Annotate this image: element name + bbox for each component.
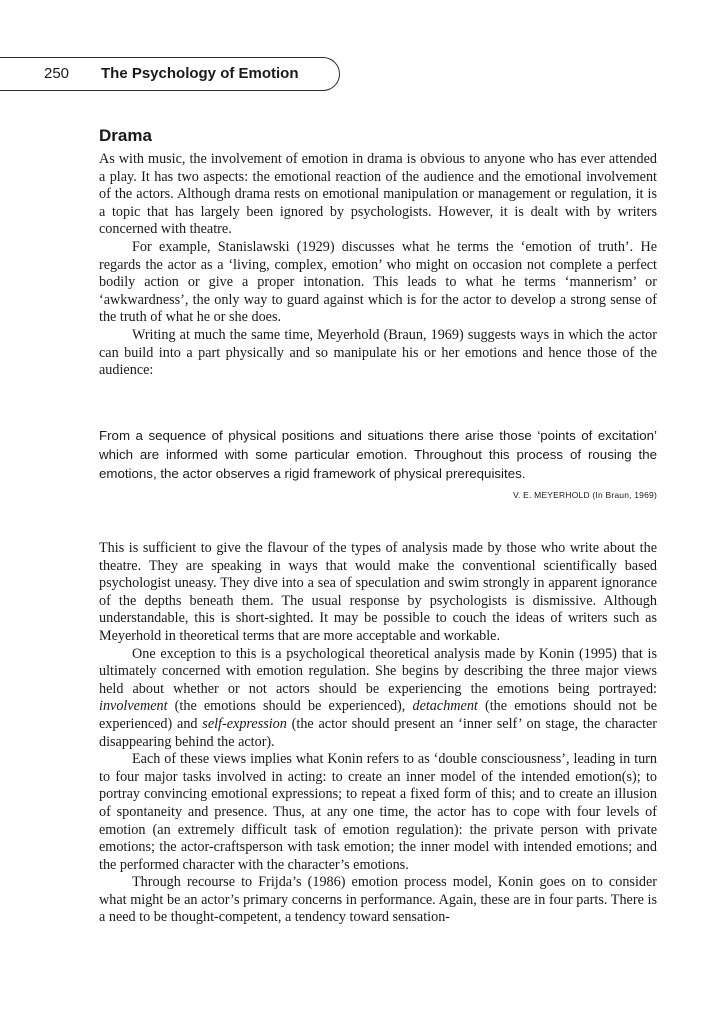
paragraph: Through recourse to Frijda’s (1986) emotion process model, Konin goes on to consider what might be an actor’s primary concerns in performance. Again, these are in four parts. There is a need to be thought-competent, a tendency toward sensation-: [99, 874, 657, 926]
italic-term: involvement: [99, 698, 168, 715]
running-title: The Psychology of Emotion: [101, 65, 299, 82]
paragraph-fragment: (the emotions should not be experienced) and: [99, 698, 657, 732]
block-quote: [99, 426, 657, 483]
body-text-before-quote: [99, 151, 657, 380]
paragraph: This is sufficient to give the flavour of the types of analysis made by those who write about the theatre. They are speaking in ways that would make the conventional scientifically based psychologist uneasy. They dive into a sea of speculation and swim strongly in apparent ignorance of the depths beneath them. The usual response by psychologists is dismissive. Although understandable, this is short-sighted. It may be possible to couch the ideas of writers such as Meyerhold in theoretical terms that are more acceptable and workable.: [99, 540, 657, 644]
italic-term: detachment: [412, 698, 478, 715]
block-quote-text: From a sequence of physical positions and situations there arise those ‘points of excitation’ which are informed with some particular emotion. Throughout this process of rousing the emotions, the actor observes a rigid framework of physical prerequisites.: [99, 428, 657, 481]
paragraph: Each of these views implies what Konin refers to as ‘double consciousness’, leading in turn to four major tasks involved in acting: to create an inner model of the intended emotion(s); to portray convincing emotional expressions; to repeat a fixed form of this; and to create an illusion of spontaneity and presence. Thus, at any one time, the actor has to cope with four levels of emotion (an extremely difficult task of emotion regulation): the private person with private emotions; the actor-craftsperson with task emotion; the inner model with intended emotions; and the performed character with the character’s emotions.: [99, 751, 657, 873]
section-heading: Drama: [99, 126, 152, 145]
paragraph: As with music, the involvement of emotion in drama is obvious to anyone who has ever attended a play. It has two aspects: the emotional reaction of the audience and the emotional involvement of the actors. Although drama rests on emotional manipulation or management or regulation, it is a topic that has largely been ignored by psychologists. However, it is dealt with by writers concerned with theatre.: [99, 151, 657, 238]
paragraph-fragment: (the actor should present an ‘inner self’ on stage, the character disappearing behind the actor).: [99, 715, 657, 750]
quote-attribution: V. E. MEYERHOLD (In Braun, 1969): [512, 490, 657, 500]
italic-term: self-expression: [202, 715, 287, 732]
paragraph-fragment: One exception to this is a psychological theoretical analysis made by Konin (1995) that is ultimately concerned with emotion regulation. She begins by describing the three major views held about whether or not actors should be experiencing the emotions being portrayed:: [99, 645, 657, 697]
paragraph-fragment: (the emotions should be experienced),: [167, 698, 413, 715]
paragraph: [99, 646, 657, 752]
body-text-after-quote: [99, 540, 657, 927]
paragraph: For example, Stanislawski (1929) discusses what he terms the ‘emotion of truth’. He regards the actor as a ‘living, complex, emotion’ who might on occasion not complete a perfect bodily action or give a proper intonation. This leads to what he terms ‘mannerism’ or ‘awkwardness’, the only way to guard against which is for the actor to develop a strong sense of the truth of what he or she does.: [99, 238, 657, 326]
paragraph: Writing at much the same time, Meyerhold (Braun, 1969) suggests ways in which the actor can build into a part physically and so manipulate his or her emotions and hence those of the audience:: [99, 326, 657, 379]
page-number: 250: [44, 65, 70, 82]
